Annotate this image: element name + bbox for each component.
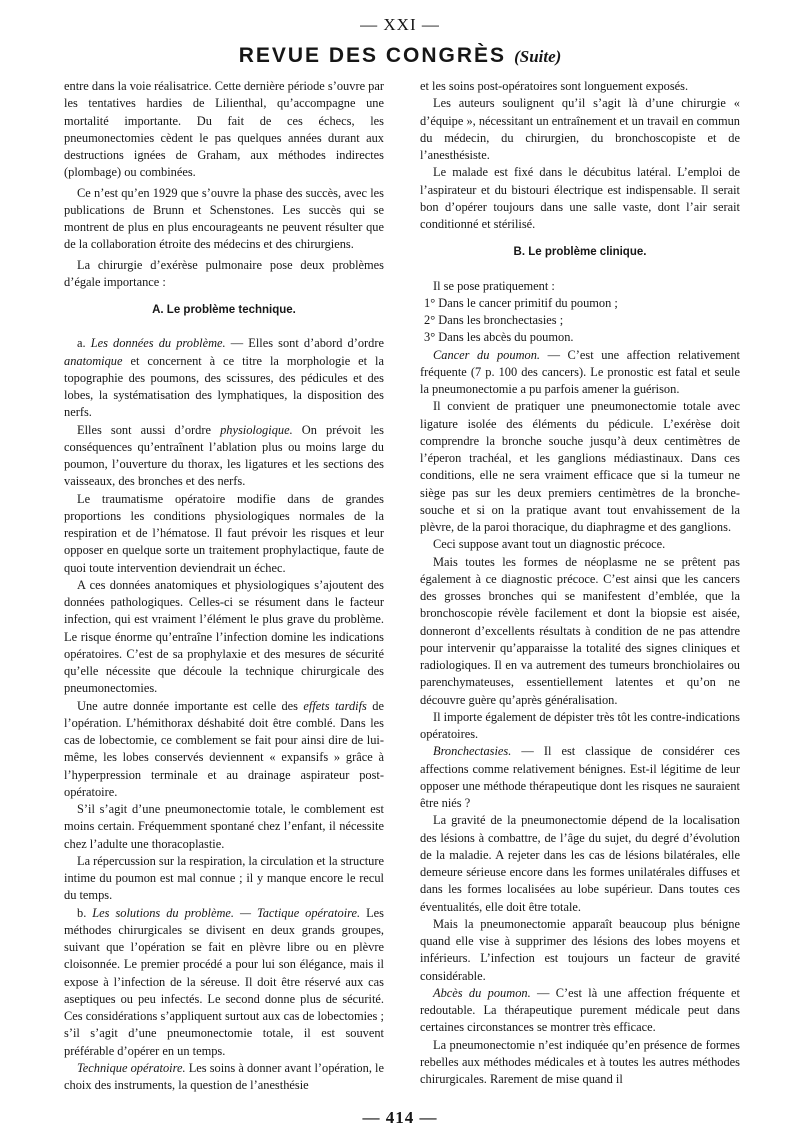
italic-run: effets tardifs [303,698,367,713]
text-run: On prévoit les conséquences qu’entraînent l’ablation plus ou moins large du poumon, l’ouverture du thorax, les ligatures et les sections des vaisseaux, des bronches et des nerfs. [64,422,384,489]
paragraph: Mais la pneumonectomie apparaît beaucoup plus bénigne quand elle vise à supprimer des lésions des lobes moyens et inférieurs. L’infection est toujours un facteur de gravité considérable. [420,916,740,983]
paragraph: Ce n’est qu’en 1929 que s’ouvre la phase des succès, avec les publications de Brunn et Schenstones. Les succès qui se montrent de plus en plus encourageants ne peuvent résulter que de la collaboration étroite des médecins et des chirurgiens. [64,185,384,252]
paragraph: Il importe également de dépister très tôt les contre-indications opératoires. [420,709,740,741]
page-number: — XXI — [360,15,440,34]
paragraph: S’il s’agit d’une pneumonectomie totale, le comblement est moins certain. Fréquemment spontané chez l’enfant, il nécessite chez l’adulte une thoracoplastie. [64,802,384,851]
list-item: 2° Dans les bronchectasies ; [424,313,564,327]
italic-run: Abcès du poumon. [433,985,531,1000]
paragraph: La gravité de la pneumonectomie dépend de la localisation des lésions à combattre, de l’âge du sujet, du degré d’évolution de la maladie. A rejeter dans les cas de lésions bilatérales, elle demeure sérieuse encore dans les formes unilatérales diffuses et dans les formes localisées au lobe supérieur. Dans toutes ces éventualités, elle doit être totale. [420,813,740,914]
section-heading-technique: A. Le problème technique. [152,304,296,316]
paragraph [64,1060,384,1095]
italic-run: Cancer du poumon. [433,347,541,362]
text-run: Elles sont aussi d’ordre [77,422,221,437]
paragraph: Il se pose pratiquement : [433,278,555,293]
italic-run: Les solutions du problème. — Tactique opératoire. [92,905,361,920]
text-run: Les méthodes chirurgicales se divisent en deux grands groupes, suivant que l’opération se fait en plèvre libre ou en plèvre cloisonnée. Le premier procédé a pour lui son élégance, mais il expose à l’infection de la séreuse. Il doit être réservé aux cas aseptiques ou peu infectés. Le second donne plus de sécurité. Ces considérations s’appliquent surtout aux cas de lobectomies ; s’il s’agit d’une pneumonectomie totale, il est souvent préférable d’opérer en un temps. [64,905,384,1058]
paragraph [64,698,384,802]
italic-run: physiologique. [220,422,293,437]
paragraph: Il convient de pratiquer une pneumonectomie totale avec ligature isolée des éléments du pédicule. L’exérèse doit comprendre la bronche souche jusqu’à deux centimètres de l’éperon trachéal, et les ganglions médiastinaux. Dans ces conditions, elle ne sera vraiment efficace que si la tumeur ne siège pas sur les deux premiers centimètres de la bronche-souche et si on la pratique avant tout envahissement de la plèvre, de la paroi thoracique, du diaphragme et des ganglions. [420,399,740,534]
text-run: — C’est une affection relativement fréquente (7 p. 100 des cancers). Le pronostic est fatal et seule la pneumonectomie a pu parfois amener la guérison. [420,347,740,396]
paragraph [420,985,740,1037]
enumerator: b. [77,905,93,920]
list-item: 3° Dans les abcès du poumon. [424,330,574,345]
text-columns [64,78,740,1106]
paragraph: Ceci suppose avant tout un diagnostic précoce. [433,537,666,552]
left-column [64,78,384,1106]
paragraph: Les auteurs soulignent qu’il s’agit là d’une chirurgie « d’équipe », nécessitant un entraînement et un travail en commun du médecin, du chirurgien, du bronchoscopiste et de l’anesthésiste. [420,96,740,162]
text-run: Les soins à donner avant l’opération, le choix des instruments, la question de l’anesthésie [64,1060,384,1092]
italic-run: anatomique [64,353,123,368]
right-column [420,78,740,1106]
paragraph [64,422,384,491]
running-title-text: REVUE DES CONGRÈS [238,44,507,67]
paragraph: A ces données anatomiques et physiologiques s’ajoutent des données pathologiques. Celles-ci se résument dans le facteur infection, qui est vraiment l’élément le plus grave du problème. Le risque énorme qu’entraîne l’infection domine les indications opératoires. C’est de sa prophylaxie et des mesures de sécurité qu’elle nécessite que découle la technique chirurgicale des pneumonectomies. [64,577,384,696]
running-title-suffix: (Suite) [514,47,562,66]
text-run: — Il est classique de considérer ces affections comme relativement bénignes. Est-il légitime de leur opposer une méthode thérapeutique dont les risques ne sauraient être niés ? [420,744,740,810]
paragraph [64,335,384,421]
paragraph [420,743,740,812]
paragraph: Mais toutes les formes de néoplasme ne se prêtent pas également à ce diagnostic précoce. C’est ainsi que les cancers des grosses bronches qui se manifestent d’emblée, que la bronchoscopie révèle facilement et dont la biopsie est aisée, donneront d’excellents résultats à condition de ne pas attendre pour intervenir qu’apparaisse la totalité des signes cliniques et radiologiques. Il en va autrement des tumeurs bronchiolaires ou parenchymateuses, essentiellement latentes et qu’on ne découvre guère qu’après généralisation. [420,554,740,707]
paragraph [420,347,740,399]
list-item: 1° Dans le cancer primitif du poumon ; [424,295,618,310]
enumerator: a. [77,336,91,351]
paragraph: La chirurgie d’exérèse pulmonaire pose deux problèmes d’égale importance : [64,257,384,289]
text-run: et concernent à ce titre la morphologie et la topographie des poumons, des scissures, des pédicules et des lobes, la systématisation des lymphatiques, la disposition des nerfs. [64,353,384,420]
italic-run: Bronchectasies. [433,744,512,759]
text-run: — Elles sont d’abord d’ordre [225,336,384,351]
paragraph: entre dans la voie réalisatrice. Cette dernière période s’ouvre par les tentatives hardies de Lilienthal, qu’accompagne une mortalité importante. Du fait de ces échecs, les pneumonectomies cèdent le pas quelques années durant aux destructions ignées de Graham, aux méthodes indirectes (plombage) ou combinées. [64,79,384,180]
text-run: — C’est là une affection fréquente et redoutable. La thérapeutique purement médicale peut dans certaines circonstances se montrer très efficace. [420,985,740,1035]
paragraph: Le malade est fixé dans le décubitus latéral. L’emploi de l’aspirateur et du bistouri électrique est indispensable. Il serait bon d’opérer toujours dans une salle vaste, dont l’air serait conditionné et stérilisé. [420,165,740,231]
text-run: Une autre donnée importante est celle des [77,698,304,713]
italic-run: Les données du problème. [90,336,226,351]
paragraph: et les soins post-opératoires sont longuement exposés. [420,79,689,93]
section-heading-clinique: B. Le problème clinique. [513,246,647,259]
running-title [0,44,800,68]
text-run: de l’opération. L’hémithorax déshabité doit être comblé. Dans les cas de lobectomie, ce comblement se fait pour ainsi dire de lui-même, les lobes conservés deviennent « expansifs » grâce à l’hyperpression terminale et au drainage aspirateur post-opératoire. [64,698,384,799]
folio-page-number: — 414 — [362,1108,438,1127]
paragraph [64,905,384,1060]
paragraph: Le traumatisme opératoire modifie dans de grandes proportions les conditions physiologiques normales de la respiration et de l’hématose. Il faut prévoir les risques et leur opposer en quelque sorte un traitement prophylactique, faute de quoi toute intervention deviendrait un échec. [64,491,384,575]
paragraph: La répercussion sur la respiration, la circulation et la structure intime du poumon est mal connue ; il y manque encore le recul du temps. [64,853,384,903]
paragraph: La pneumonectomie n’est indiquée qu’en présence de formes rebelles aux méthodes médicales et à toutes les autres méthodes chirurgicales. Rarement de mise quand il [420,1037,740,1086]
italic-run: Technique opératoire. [77,1060,186,1075]
